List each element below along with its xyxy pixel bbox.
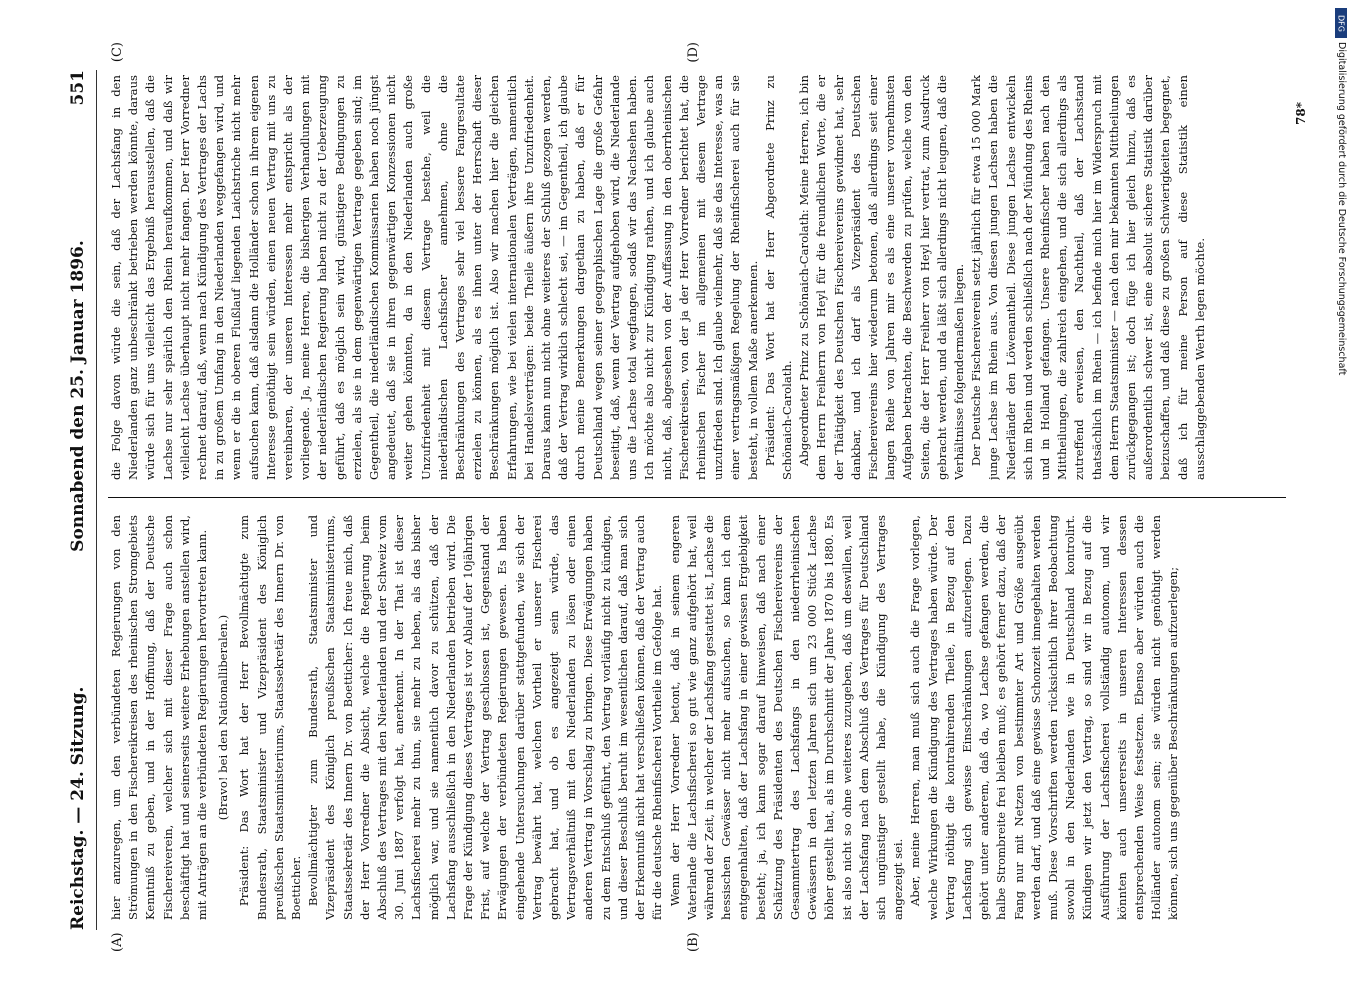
header-session: Reichstag. — 24. Sitzung. xyxy=(68,686,88,930)
digitization-credit xyxy=(1333,8,1347,408)
margin-mark-b: (B) xyxy=(686,932,701,952)
paragraph: Aber, meine Herren, man muß sich auch die Frage vorlegen, welche Wirkungen die Kündigung des Vertrages haben würde. Der Vertrag nöthigt die kontrahirenden Theile, in Bezug auf den Lachsfang sich gewisse Einschränkungen aufzuerlegen. Dazu gehört unter anderem, daß da, wo Lachse gefangen werden, die halbe Strombreite frei bleiben muß; es gehört ferner dazu, daß der Fang nur mit Netzen von bestimmter Art und Größe ausgeübt werden darf, und daß eine gewisse Schonzeit innegehalten werden muß. Diese Vorschriften werden rücksichtlich ihrer Beobachtung sowohl in den Niederlanden wie in Deutschland kontrolirt. Kündigen wir jetzt den Vertrag, so sind wir in Bezug auf die Ausführung der Lachsfischerei vollständig autonom, und wir könnten auch unsererseits in unseren Interessen dessen entsprechenden Weise festsetzen. Ebenso aber würden auch die Holländer autonom sein; sie würden nicht genöthigt werden können, sich uns gegenüber Beschränkungen aufzuerlegen; xyxy=(908,515,1181,920)
column-divider xyxy=(108,497,1286,498)
paragraph: Präsident: Das Wort hat der Herr Abgeordnete Prinz zu Schönaich-Carolath. xyxy=(762,75,794,480)
margin-mark-c: (C) xyxy=(110,42,125,63)
paragraph: Abgeordneter Prinz zu Schönaich-Carolath: Meine Herren, ich bin dem Herrn Freiherrn von Heyl für die freundlichen Worte, die er der Thätigkeit des Deutschen Fischereivereins gewidmet hat, sehr dankbar, und ich darf als Vizepräsident des Deutschen Fischereivereins hier wiederum betonen, daß allerdings seit einer langen Reihe von Jahren mir es als eine unserer vornehmsten Aufgaben betrachten, die Beschwerden zu prüfen, welche von den Seiten, die der Herr Freiherr von Heyl hier vertrat, zum Ausdruck gebracht werden, und da läßt sich allerdings nicht leugnen, daß die Verhältnisse folgendermaßen liegen. xyxy=(797,75,966,480)
page-header xyxy=(64,70,92,930)
paragraph: Präsident: Das Wort hat der Herr Bevollmächtigte zum Bundesrath, Staatsminister und Vizepräsident des Königlich preußischen Staatsministeriums, Staatssekretär des Innern Dr. von Boetticher. xyxy=(237,515,304,920)
header-rule xyxy=(96,70,97,930)
paragraph: hier anzuregen, um den verbündeten Regierungen von den Strömungen in den Fischereikreisen des rheinischen Stromgebiets Kenntniß zu geben, und in der Hoffnung, daß der Deutsche Fischereiverein, welcher sich mit dieser Frage auch schon beschäftigt hat und seinerseits weitere Erhebungen anstellen wird, mit Anträgen an die verbündeten Regierungen hervortreten kann. xyxy=(109,515,210,920)
dfg-logo: DFG xyxy=(1335,8,1347,38)
sheet-number: 78* xyxy=(1294,102,1308,125)
margin-mark-d: (D) xyxy=(686,42,701,63)
margin-mark-a: (A) xyxy=(110,932,125,952)
page-number: 551 xyxy=(68,70,88,106)
left-column xyxy=(108,515,1286,920)
right-column xyxy=(108,75,1286,480)
paragraph: Der Deutsche Fischereiverein setzt jährlich für etwa 15 000 Mark junge Lachse im Rhein aus. Von diesen jungen Lachsen haben die Niederländer den Löwenantheil. Diese jungen Lachse entwickeln sich im Rhein und werden schließlich nach der Mündung des Rheins und in Holland gefangen. Unsere Rheinfischer haben nach den Mittheilungen, die zahlreich eingehen, und die sich allerdings als zutreffend erweisen, den Nachtheil, daß der Lachsstand thatsächlich im Rhein — ich befinde mich hier im Widerspruch mit dem Herrn Staatsminister — nach den mir bekannten Mittheilungen zurückgegangen ist; doch füge ich hier gleich hinzu, daß es außerordentlich schwer ist, eine absolut sichere Statistik darüber beizuschaffen, und daß diese zu großen Schwierigkeiten begegnet, daß ich für meine Person auf diese Statistik einen ausschlaggebenden Werth legen möchte. xyxy=(969,75,1207,480)
applause-note: (Bravo! bei den Nationalliberalen.) xyxy=(216,614,231,821)
paragraph: die Folge davon würde die sein, daß der Lachsfang in den Niederlanden ganz unbeschränkt betrieben werden könnte, daraus würde sich für uns vielleicht das Ergebniß herausstellen, daß die Lachse nur sehr spärlich den Rhein heraufkommen, und daß wir vielleicht Lachse überhaupt nicht mehr fangen. Der Herr Vorredner rechnet darauf, daß, wenn nach Kündigung des Vertrages der Lachs in zu großem Umfang in den Niederlanden weggefangen wird, und wenn er die in oberen Flußlauf liegenden Laichstriche nicht mehr aufsuchen kann, daß alsdann die Holländer schon in ihrem eigenen Interesse genöthigt sein würden, einen neuen Vertrag mit uns zu vereinbaren, der unseren Interessen mehr entspricht als der vorliegende. Ja, meine Herren, die bisherigen Verhandlungen mit der niederländischen Regierung haben nicht zu der Ueberzeugung geführt, daß es möglich sein wird, günstigere Bedingungen zu erzielen, als sie in dem gegenwärtigen Vertrage gegeben sind; im Gegentheil, die niederländischen Kommissarien haben noch jüngst angedeutet, daß sie in ihren gegenwärtigen Konzessionen nicht weiter gehen könnten, da in den Niederlanden auch große Unzufriedenheit mit diesem Vertrage bestehe, weil die niederländischen Lachsfischer annehmen, ohne die Beschränkungen des Vertrages sehr viel bessere Fangresultate erzielen zu können, als es ihnen unter der Herrschaft dieser Beschränkungen möglich ist. Also wir machen hier die gleichen Erfahrungen, wie bei vielen internationalen Verträgen, namentlich bei Handelsverträgen: beide Theile äußern ihre Unzufriedenheit. Daraus kann nun nicht ohne weiteres der Schluß gezogen werden, daß der Vertrag wirklich schlecht sei, — im Gegentheil, ich glaube durch meine Bemerkungen dargethan zu haben, daß er für Deutschland wegen seiner geographischen Lage die große Gefahr beseitigt, daß, wenn der Vertrag aufgehoben wird, die Niederlande uns die Lachse total wegfangen, sodaß wir das Nachsehen haben. Ich möchte also nicht zur Kündigung rathen, und ich glaube auch nicht, daß, abgesehen von der Auffassung in den oberrheinischen Fischereikreisen, von der ja der Herr Vorredner berichtet hat, die rheinischen Fischer im allgemeinen mit diesem Vertrage unzufrieden sind. Ich glaube vielmehr, daß sie das Interesse, was an einer vertragsmäßigen Regelung der Rheinfischerei auch für sie besteht, in vollem Maße anerkennen. xyxy=(109,75,760,480)
header-date: Sonnabend den 25. Januar 1896. xyxy=(68,240,88,552)
paragraph: Bevollmächtigter zum Bundesrath, Staatsminister und Vizepräsident des Königlich preußischen Staatsministeriums, Staatssekretär des Innern Dr. von Boetticher: Ich freue mich, daß der Herr Vorredner die Absicht, welche die Regierung beim Abschluß des Vertrages mit den Niederlanden und der Schweiz vom 30. Juni 1887 verfolgt hat, anerkennt. In der That ist dieser Lachsfischerei mehr zu thun, sie mehr zu heben, als das bisher möglich war, und sie namentlich davor zu schützen, daß der Lachsfang ausschließlich in den Niederlanden betrieben wird. Die Frage der Kündigung dieses Vertrages ist vor Ablauf der 10jährigen Frist, auf welche der Vertrag geschlossen ist, Gegenstand der Erwägungen der verbündeten Regierungen gewesen. Es haben eingehende Untersuchungen darüber stattgefunden, wie sich der Vertrag bewährt hat, welchen Vortheil er unserer Fischerei gebracht hat, und ob es angezeigt sein würde, das Vertragsverhältniß mit den Niederlanden zu lösen oder einen anderen Vertrag in Vorschlag zu bringen. Diese Erwägungen haben zu dem Entschluß geführt, den Vertrag vorläufig nicht zu kündigen, und dieser Beschluß beruht im wesentlichen darauf, daß man sich der Erkenntniß nicht hat verschließen können, daß der Vertrag auch für die deutsche Rheinfischerei Vortheile im Gefolge hat. xyxy=(306,515,665,920)
document-page xyxy=(46,40,1306,960)
paragraph: Wenn der Herr Vorredner betont, daß in seinem engeren Vaterlande die Lachsfischerei so gut wie ganz aufgehört hat, weil während der Zeit, in welcher der Lachsfang gestattet ist, Lachse die hessischen Gewässer nicht mehr aufsuchen, so kann ich dem entgegenhalten, daß der Lachsfang in einer gewissen Ergiebigkeit besteht; ja, ich kann sogar darauf hinweisen, daß nach einer Schätzung des Präsidenten des Deutschen Fischereivereins der Gesammtertrag des Lachsfangs in den niederrheinischen Gewässern in den letzten Jahren sich um 23 000 Stück Lachse höher gestellt hat, als im Durchschnitt der Jahre 1870 bis 1880. Es ist also nicht so ohne weiteres zuzugeben, daß um deswillen, weil der Lachsfang nach dem Abschluß des Vertrages für Deutschland sich ungünstiger gestellt habe, die Kündigung des Vertrages angezeigt sei. xyxy=(667,515,906,920)
credit-text: Digitalisierung gefördert durch die Deutsche Forschungsgemeinschaft xyxy=(1336,42,1347,376)
